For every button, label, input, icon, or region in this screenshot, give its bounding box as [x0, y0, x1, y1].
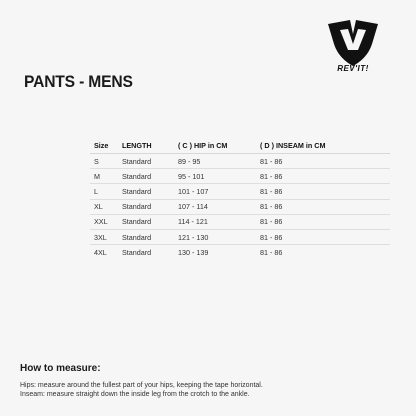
cell-inseam: 81 - 86	[256, 229, 390, 244]
table-row	[90, 214, 390, 229]
cell-hip: 114 - 121	[174, 214, 256, 229]
how-to-measure-heading: How to measure:	[20, 363, 101, 374]
table-row	[90, 245, 390, 260]
page-title: PANTS - MENS	[24, 72, 133, 91]
table-row	[90, 199, 390, 214]
table-row	[90, 184, 390, 199]
brand-wordmark: REV'IT!	[337, 64, 369, 73]
cell-hip: 89 - 95	[174, 154, 256, 169]
cell-inseam: 81 - 86	[256, 169, 390, 184]
cell-hip: 121 - 130	[174, 229, 256, 244]
cell-inseam: 81 - 86	[256, 199, 390, 214]
header-hip: ( C ) HIP in CM	[174, 138, 256, 154]
cell-size: L	[90, 184, 118, 199]
size-chart-table	[90, 138, 390, 259]
cell-length: Standard	[118, 199, 174, 214]
cell-length: Standard	[118, 154, 174, 169]
cell-length: Standard	[118, 184, 174, 199]
cell-length: Standard	[118, 229, 174, 244]
cell-size: S	[90, 154, 118, 169]
cell-length: Standard	[118, 214, 174, 229]
table-row	[90, 229, 390, 244]
cell-size: XL	[90, 199, 118, 214]
cell-inseam: 81 - 86	[256, 154, 390, 169]
cell-size: M	[90, 169, 118, 184]
cell-size: 3XL	[90, 229, 118, 244]
inseam-instruction: Inseam: measure straight down the inside leg from the crotch to the ankle.	[20, 391, 250, 398]
header-length: LENGTH	[118, 138, 174, 154]
cell-hip: 95 - 101	[174, 169, 256, 184]
table-row	[90, 154, 390, 169]
cell-length: Standard	[122, 247, 152, 257]
cell-size: XXL	[90, 214, 118, 229]
header-size: Size	[90, 138, 118, 154]
cell-hip: 130 - 139	[178, 247, 209, 257]
cell-hip: 107 - 114	[174, 199, 256, 214]
cell-inseam: 81 - 86	[260, 247, 283, 257]
cell-inseam: 81 - 86	[256, 184, 390, 199]
table-row	[90, 169, 390, 184]
table-header-row	[90, 138, 390, 154]
cell-inseam: 81 - 86	[256, 214, 390, 229]
cell-length: Standard	[118, 169, 174, 184]
cell-hip: 101 - 107	[174, 184, 256, 199]
hips-instruction: Hips: measure around the fullest part of your hips, keeping the tape horizontal.	[20, 382, 263, 389]
cell-size: 4XL	[94, 247, 107, 257]
header-inseam: ( D ) INSEAM in CM	[256, 138, 390, 154]
